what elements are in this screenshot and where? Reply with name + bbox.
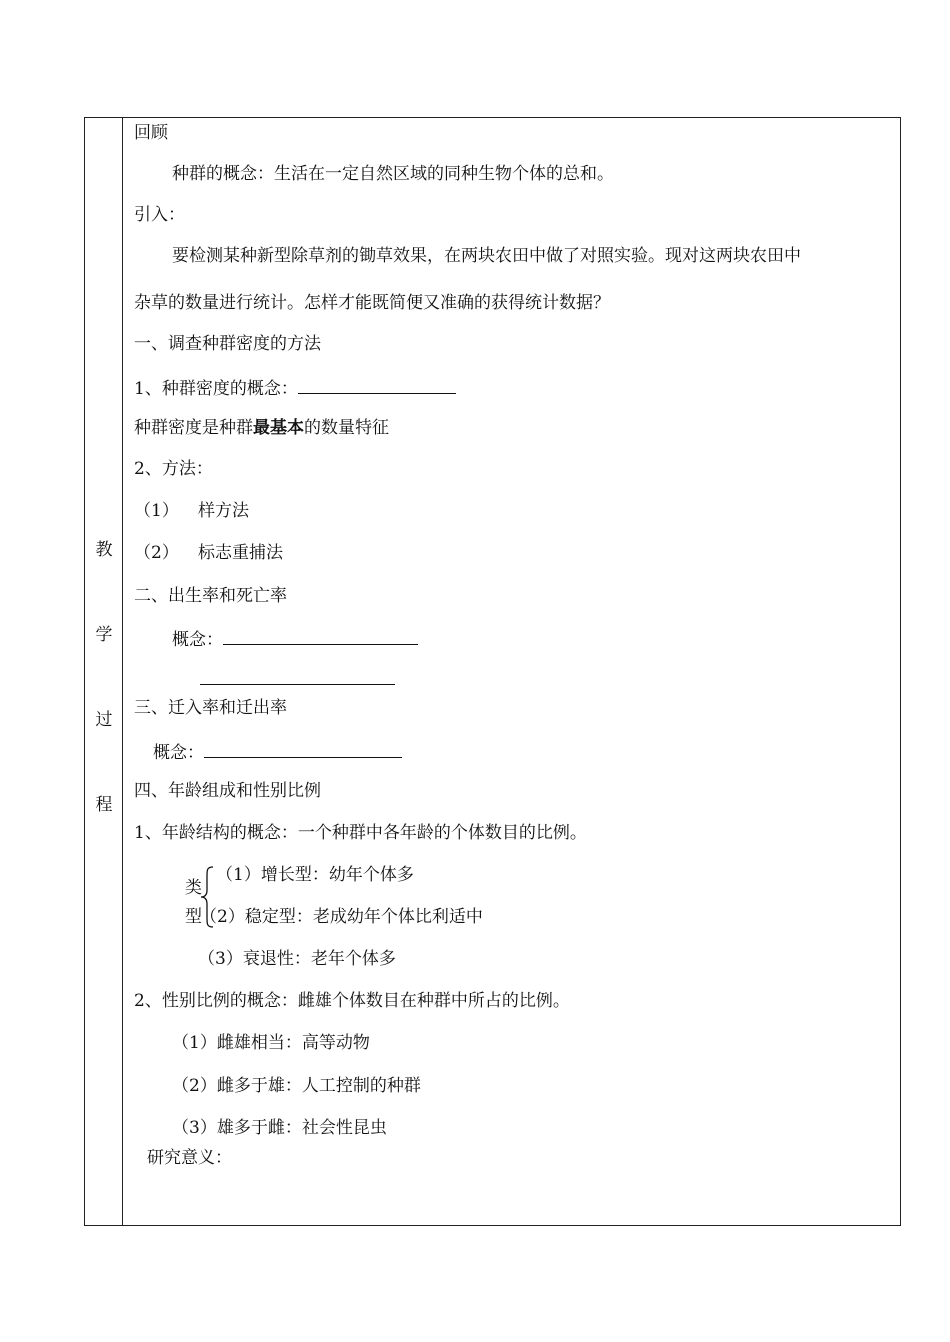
column-divider	[122, 117, 123, 1226]
age-structure-concept: 1、年龄结构的概念：一个种群中各年龄的个体数目的比例。	[134, 823, 587, 843]
sex-ratio-concept: 2、性别比例的概念：雌雄个体数目在种群中所占的比例。	[134, 991, 570, 1011]
section4-title: 四、年龄组成和性别比例	[134, 781, 321, 801]
density-post-text: 的数量特征	[304, 418, 389, 438]
method-2-text: 标志重捕法	[198, 543, 283, 563]
method-1-text: 样方法	[198, 501, 249, 521]
density-concept-label: 1、种群密度的概念：	[134, 379, 298, 399]
method-1-number: （1）	[134, 501, 179, 521]
method-2-number: （2）	[134, 543, 179, 563]
density-statement	[134, 417, 389, 439]
age-type-2: （2）稳定型：老成幼年个体比利适中	[200, 907, 483, 927]
birth-death-concept-label: 概念：	[172, 630, 223, 650]
side-label-char-1: 教	[95, 540, 113, 560]
review-heading: 回顾	[134, 123, 168, 143]
type-label-top: 类	[185, 878, 202, 898]
research-significance: 研究意义：	[147, 1148, 232, 1168]
section3-title: 三、迁入率和迁出率	[134, 698, 287, 718]
type-label-bottom: 型	[185, 907, 202, 927]
density-pre-text: 种群密度是种群	[134, 418, 253, 438]
intro-heading: 引入：	[134, 205, 185, 225]
fill-in-blank	[223, 626, 418, 645]
density-emphasis: 最基本	[253, 418, 304, 438]
sex-ratio-1: （1）雌雄相当：高等动物	[172, 1033, 370, 1053]
migration-concept	[153, 739, 402, 764]
fill-in-blank	[204, 739, 402, 758]
table-frame	[84, 117, 901, 1226]
birth-death-concept	[172, 626, 418, 651]
side-label-char-3: 过	[95, 710, 113, 730]
intro-line-1: 要检测某种新型除草剂的锄草效果，在两块农田中做了对照实验。现对这两块农田中	[172, 246, 801, 266]
methods-heading: 2、方法：	[134, 459, 213, 479]
age-type-1: （1）增长型：幼年个体多	[216, 865, 414, 885]
intro-line-2: 杂草的数量进行统计。怎样才能既简便又准确的获得统计数据？	[134, 293, 610, 313]
fill-in-blank	[298, 375, 456, 394]
migration-concept-label: 概念：	[153, 743, 204, 763]
sex-ratio-3: （3）雄多于雌：社会性昆虫	[172, 1118, 387, 1138]
fill-in-blank-line	[200, 684, 395, 685]
section1-title: 一、调查种群密度的方法	[134, 334, 321, 354]
section2-title: 二、出生率和死亡率	[134, 586, 287, 606]
sex-ratio-2: （2）雌多于雄：人工控制的种群	[172, 1076, 421, 1096]
density-concept-prompt	[134, 375, 456, 400]
side-label-char-2: 学	[95, 625, 113, 645]
age-type-3: （3）衰退性：老年个体多	[198, 949, 396, 969]
review-text: 种群的概念：生活在一定自然区域的同种生物个体的总和。	[172, 164, 614, 184]
side-label-char-4: 程	[95, 795, 113, 815]
